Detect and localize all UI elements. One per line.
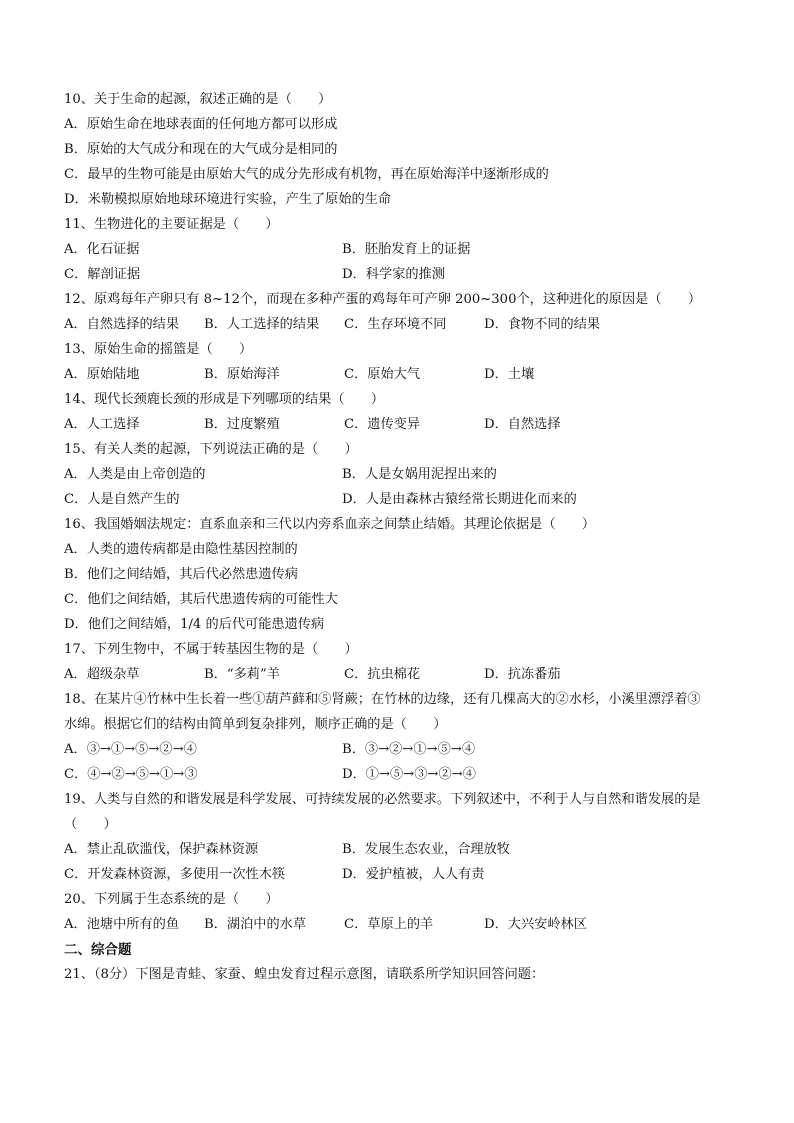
question-20-option-b: B．湖泊中的水草: [204, 917, 307, 932]
question-13-option-d: D．土壤: [484, 367, 535, 382]
question-15-stem: 15、有关人类的起源，下列说法正确的是（ ）: [64, 442, 358, 457]
question-13-option-b: B．原始海洋: [204, 367, 280, 382]
question-12-stem: 12、原鸡每年产卵只有 8~12个，而现在多种产蛋的鸡每年可产卵 200~300个，这种进化的原因是（ ）: [64, 292, 702, 307]
question-13-option-a: A．原始陆地: [64, 367, 140, 382]
question-14-option-c: C．遗传变异: [344, 417, 421, 432]
question-16-option-b: B．他们之间结婚，其后代必然患遗传病: [64, 567, 298, 582]
question-12-option-a: A．自然选择的结果: [64, 317, 180, 332]
question-14-option-d: D．自然选择: [484, 417, 561, 432]
question-19-option-a: A．禁止乱砍滥伐，保护森林资源: [64, 842, 259, 857]
question-16-option-d: D．他们之间结婚，1/4 的后代可能患遗传病: [64, 617, 325, 632]
question-16-stem: 16、我国婚姻法规定：直系血亲和三代以内旁系血亲之间禁止结婚。其理论依据是（ ）: [64, 517, 596, 532]
question-19-stem-line1: 19、人类与自然的和谐发展是科学发展、可持续发展的必然要求。下列叙述中，不利于人与自然和谐发展的是: [64, 792, 701, 807]
question-18-option-c: C．④→②→⑤→①→③: [64, 767, 198, 782]
question-14-stem: 14、现代长颈鹿长颈的形成是下列哪项的结果（ ）: [64, 392, 385, 407]
question-19-option-d: D．爱护植被，人人有责: [342, 867, 485, 882]
question-20-option-c: C．草原上的羊: [344, 917, 434, 932]
question-11-option-b: B．胚胎发育上的证据: [342, 242, 471, 257]
question-14-option-b: B．过度繁殖: [204, 417, 280, 432]
question-18-option-a: A．③→①→⑤→②→④: [64, 742, 197, 757]
question-15-option-d: D．人是由森林古猿经常长期进化而来的: [342, 492, 577, 507]
question-15-option-c: C．人是自然产生的: [64, 492, 180, 507]
question-15-option-b: B．人是女娲用泥捏出来的: [342, 467, 497, 482]
question-20-stem: 20、下列属于生态系统的是（ ）: [64, 892, 279, 907]
question-12-option-b: B．人工选择的结果: [204, 317, 320, 332]
question-17-option-c: C．抗虫棉花: [344, 667, 421, 682]
question-14-option-a: A．人工选择: [64, 417, 140, 432]
question-10-option-d: D．米勒模拟原始地球环境进行实验，产生了原始的生命: [64, 192, 392, 207]
question-10-option-c: C．最早的生物可能是由原始大气的成分先形成有机物，再在原始海洋中逐渐形成的: [64, 167, 549, 182]
question-16-option-c: C．他们之间结婚，其后代患遗传病的可能性大: [64, 592, 338, 607]
question-10-option-a: A．原始生命在地球表面的任何地方都可以形成: [64, 117, 338, 132]
question-18-option-d: D．①→⑤→③→②→④: [342, 767, 476, 782]
question-20-option-d: D．大兴安岭林区: [484, 917, 587, 932]
question-11-option-c: C．解剖证据: [64, 267, 141, 282]
question-17-option-b: B．“多莉”羊: [204, 667, 280, 682]
question-13-stem: 13、原始生命的摇篮是（ ）: [64, 342, 253, 357]
question-10-option-b: B．原始的大气成分和现在的大气成分是相同的: [64, 142, 338, 157]
question-19-stem-line2: （ ）: [64, 817, 117, 832]
question-16-option-a: A．人类的遗传病都是由隐性基因控制的: [64, 542, 298, 557]
question-17-option-a: A．超级杂草: [64, 667, 140, 682]
question-11-option-a: A．化石证据: [64, 242, 140, 257]
question-11-option-d: D．科学家的推测: [342, 267, 445, 282]
question-13-option-c: C．原始大气: [344, 367, 421, 382]
question-19-option-c: C．开发森林资源，多使用一次性木筷: [64, 867, 286, 882]
question-15-option-a: A．人类是由上帝创造的: [64, 467, 206, 482]
question-21-stem: 21、（8分）下图是青蛙、家蚕、蝗虫发育过程示意图，请联系所学知识回答问题：: [64, 967, 545, 982]
question-10-stem: 10、关于生命的起源，叙述正确的是（ ）: [64, 92, 332, 107]
question-17-option-d: D．抗冻番茄: [484, 667, 561, 682]
question-18-stem-line2: 水绵。根据它们的结构由简单到复杂排列，顺序正确的是（ ）: [64, 717, 447, 732]
question-17-stem: 17、下列生物中，不属于转基因生物的是（ ）: [64, 642, 358, 657]
question-12-option-c: C．生存环境不同: [344, 317, 447, 332]
question-20-option-a: A．池塘中所有的鱼: [64, 917, 180, 932]
question-18-stem-line1: 18、在某片④竹林中生长着一些①葫芦藓和⑤肾蕨；在竹林的边缘，还有几棵高大的②水杉，小溪里漂浮着③: [64, 692, 701, 707]
question-19-option-b: B．发展生态农业，合理放牧: [342, 842, 510, 857]
question-18-option-b: B．③→②→①→⑤→④: [342, 742, 476, 757]
section-title: 二、综合题: [64, 942, 132, 958]
question-12-option-d: D．食物不同的结果: [484, 317, 601, 332]
question-11-stem: 11、生物进化的主要证据是（ ）: [64, 217, 279, 232]
